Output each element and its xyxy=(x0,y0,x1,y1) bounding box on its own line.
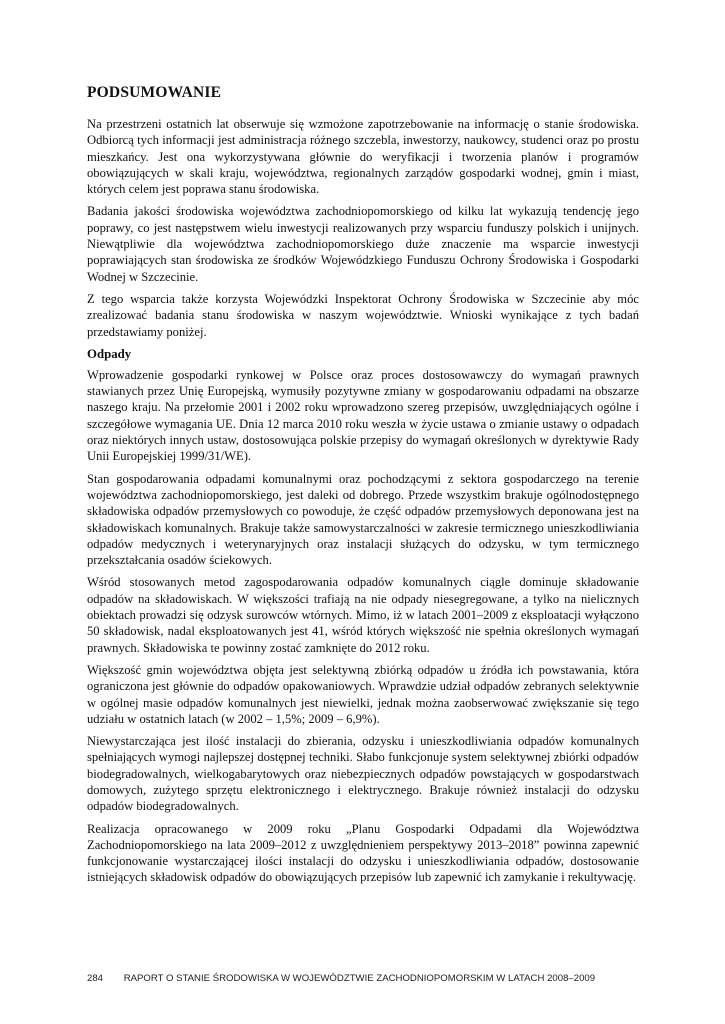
section-paragraph-5: Niewystarczająca jest ilość instalacji do zbierania, odzysku i unieszkodliwiania odpadów komunalnych spełniających wymogi najlepszej dostępnej techniki. Słabo funkcjonuje system selektywnej zbiórki odpadów biodegradowalnych, wielkogabarytowych oraz niebezpiecznych odpadów powstających w gospodarstwach domowych, zużytego sprzętu elektronicznego i elektrycznego. Brakuje również instalacji do odzysku odpadów biodegradowalnych. xyxy=(87,734,639,814)
page-number: 284 xyxy=(87,973,104,984)
intro-paragraph-1: Na przestrzeni ostatnich lat obserwuje się wzmożone zapotrzebowanie na informację o stanie środowiska. Odbiorcą tych informacji jest administracja różnego szczebla, inwestorzy, naukowcy, studenci oraz po prostu mieszkańcy. Jest ona wykorzystywana głównie do weryfikacji i tworzenia planów i programów obowiązujących w skali kraju, województwa, regionalnych zarządów gospodarki wodnej, gmin i miast, których celem jest poprawa stanu środowiska. xyxy=(87,117,639,197)
section-paragraph-1: Wprowadzenie gospodarki rynkowej w Polsce oraz proces dostosowawczy do wymagań prawnych stawianych przez Unię Europejską, wymusiły pozytywne zmiany w gospodarowaniu odpadami na obszarze naszego kraju. Na przełomie 2001 i 2002 roku wprowadzono szereg przepisów, uwzględniających ogólne i szczegółowe wymagania UE. Dnia 12 marca 2010 roku weszła w życie ustawa o zmianie ustawy o odpadach oraz niektórych innych ustaw, dostosowująca polskie przepisy do wymagań określonych w dyrektywie Rady Unii Europejskiej 1999/31/WE). xyxy=(87,367,639,464)
page-body xyxy=(87,84,639,892)
intro-paragraph-2: Badania jakości środowiska województwa zachodniopomorskiego od kilku lat wykazują tendencję jego poprawy, co jest następstwem wielu inwestycji realizowanych przy wsparciu funduszy polskich i unijnych. Niewątpliwie dla województwa zachodniopomorskiego duże znaczenie ma wsparcie inwestycji poprawiających stan środowiska ze środków Wojewódzkiego Funduszu Ochrony Środowiska i Gospodarki Wodnej w Szczecinie. xyxy=(87,204,639,284)
section-paragraph-6: Realizacja opracowanego w 2009 roku „Planu Gospodarki Odpadami dla Województwa Zachodniopomorskiego na lata 2009–2012 z uwzględnieniem perspektywy 2013–2018” powinna zapewnić funkcjonowanie wystarczającej ilości instalacji do odzysku i unieszkodliwiania odpadów, dostosowanie istniejących składowisk odpadów do obowiązujących przepisów lub zapewnić ich zamykanie i rekultywację. xyxy=(87,821,639,885)
intro-paragraph-3: Z tego wsparcia także korzysta Wojewódzki Inspektorat Ochrony Środowiska w Szczecinie aby móc zrealizować badania stanu środowiska w naszym województwie. Wnioski wynikające z tych badań przedstawiamy poniżej. xyxy=(87,291,639,339)
section-paragraph-2: Stan gospodarowania odpadami komunalnymi oraz pochodzącymi z sektora gospodarczego na terenie województwa zachodniopomorskiego, jest daleki od dobrego. Przede wszystkim brakuje ogólnodostępnego składowiska odpadów przemysłowych co powoduje, że część odpadów przemysłowych deponowana jest na składowiskach komunalnych. Brakuje także samowystarczalności w zakresie termicznego unieszkodliwiania odpadów medycznych i weterynaryjnych oraz instalacji służących do odzysku, w tym termicznego przekształcania osadów ściekowych. xyxy=(87,471,639,568)
section-heading-odpady: Odpady xyxy=(87,346,132,361)
page-footer xyxy=(87,973,647,984)
footer-running-title: RAPORT O STANIE ŚRODOWISKA W WOJEWÓDZTWIE ZACHODNIOPOMORSKIM W LATACH 2008–2009 xyxy=(123,973,596,984)
page-title: PODSUMOWANIE xyxy=(87,84,222,101)
section-paragraph-4: Większość gmin województwa objęta jest selektywną zbiórką odpadów u źródła ich powstawania, która ograniczona jest głównie do odpadów opakowaniowych. Wprawdzie udział odpadów zebranych selektywnie w ogólnej masie odpadów komunalnych jest niewielki, jednak można zaobserwować zwiększanie się tego udziału w ostatnich latach (w 2002 – 1,5%; 2009 – 6,9%). xyxy=(87,662,639,726)
section-paragraph-3: Wśród stosowanych metod zagospodarowania odpadów komunalnych ciągle dominuje składowanie odpadów na składowiskach. W większości trafiają na nie odpady niesegregowane, a tylko na nielicznych obiektach prowadzi się odzysk surowców wtórnych. Mimo, iż w latach 2001–2009 z eksploatacji wyłączono 50 składowisk, nadal eksploatowanych jest 41, wśród których większość nie spełnia określonych wymagań prawnych. Składowiska te powinny zostać zamknięte do 2012 roku. xyxy=(87,575,639,655)
